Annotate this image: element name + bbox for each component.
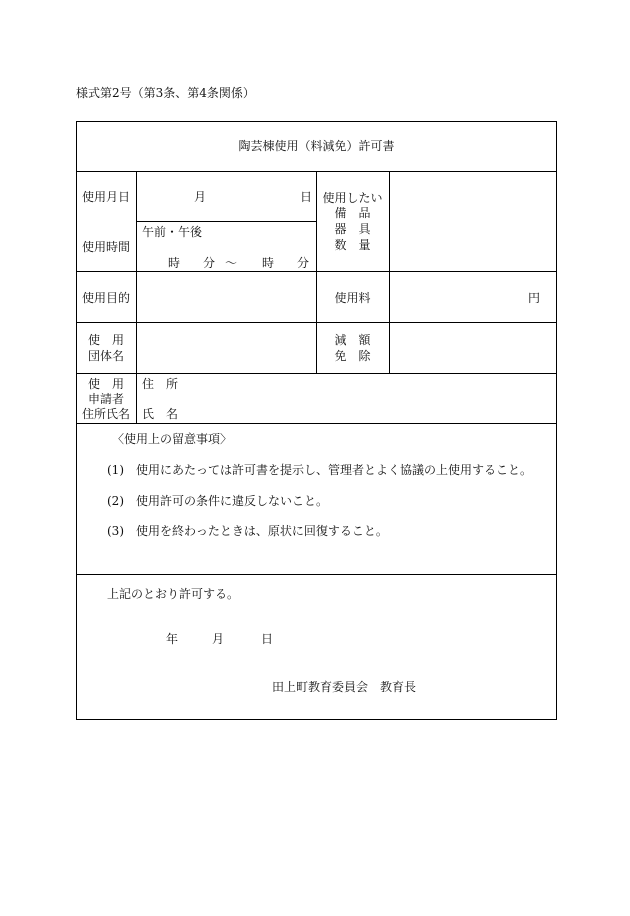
start-minute-unit: 分 <box>203 256 216 270</box>
group-label-line: 使 用 <box>87 333 124 347</box>
note-number: (1) <box>107 463 124 477</box>
issuer-name: 田上町教育委員会 教育長 <box>272 680 417 694</box>
equipment-label-line: 器 具 <box>334 222 371 236</box>
fee-label: 使用料 <box>334 291 371 305</box>
group-label-line: 団体名 <box>87 349 124 363</box>
end-hour-unit: 時 <box>262 256 275 270</box>
row-divider <box>136 221 316 222</box>
note-number: (3) <box>107 524 124 538</box>
notes-heading: 〈使用上の留意事項〉 <box>112 432 233 446</box>
equipment-label-line: 使用したい <box>322 191 383 205</box>
fee-unit-yen: 円 <box>528 291 541 305</box>
note-text: 使用許可の条件に違反しないこと。 <box>136 494 329 508</box>
approval-day-unit: 日 <box>261 632 274 646</box>
usage-time-label: 使用時間 <box>81 240 130 254</box>
approval-statement: 上記のとおり許可する。 <box>107 587 240 601</box>
document-title: 陶芸棟使用（料減免）許可書 <box>238 139 395 153</box>
form-number-label: 様式第2号（第3条、第4条関係） <box>76 86 255 100</box>
reduction-label-line: 免 除 <box>334 349 371 363</box>
equipment-label-line: 備 品 <box>334 206 371 220</box>
column-divider <box>389 171 390 373</box>
start-hour-unit: 時 <box>168 256 181 270</box>
approval-month-unit: 月 <box>212 632 225 646</box>
usage-date-label: 使用月日 <box>81 190 130 204</box>
approval-year-unit: 年 <box>166 632 179 646</box>
end-minute-unit: 分 <box>297 256 310 270</box>
row-divider <box>76 373 557 374</box>
note-text: 使用を終わったときは、原状に回復すること。 <box>136 524 388 538</box>
applicant-label-line: 使 用 <box>87 377 124 391</box>
usage-date-day: 日 <box>300 190 313 204</box>
am-pm-option: 午前・午後 <box>142 225 203 239</box>
note-number: (2) <box>107 494 124 508</box>
applicant-name-label: 氏 名 <box>142 407 179 421</box>
applicant-label-line: 住所氏名 <box>81 407 130 421</box>
row-divider <box>76 423 557 424</box>
equipment-label-line: 数 量 <box>334 238 371 252</box>
purpose-label: 使用目的 <box>81 291 130 305</box>
applicant-address-label: 住 所 <box>142 377 179 391</box>
row-divider <box>76 574 557 575</box>
usage-date-month: 月 <box>194 190 207 204</box>
note-text: 使用にあたっては許可書を提示し、管理者とよく協議の上使用すること。 <box>136 463 533 477</box>
applicant-label-line: 申請者 <box>87 392 124 406</box>
column-divider <box>136 171 137 423</box>
reduction-label-line: 減 額 <box>334 333 371 347</box>
time-range-tilde: ～ <box>225 256 238 270</box>
